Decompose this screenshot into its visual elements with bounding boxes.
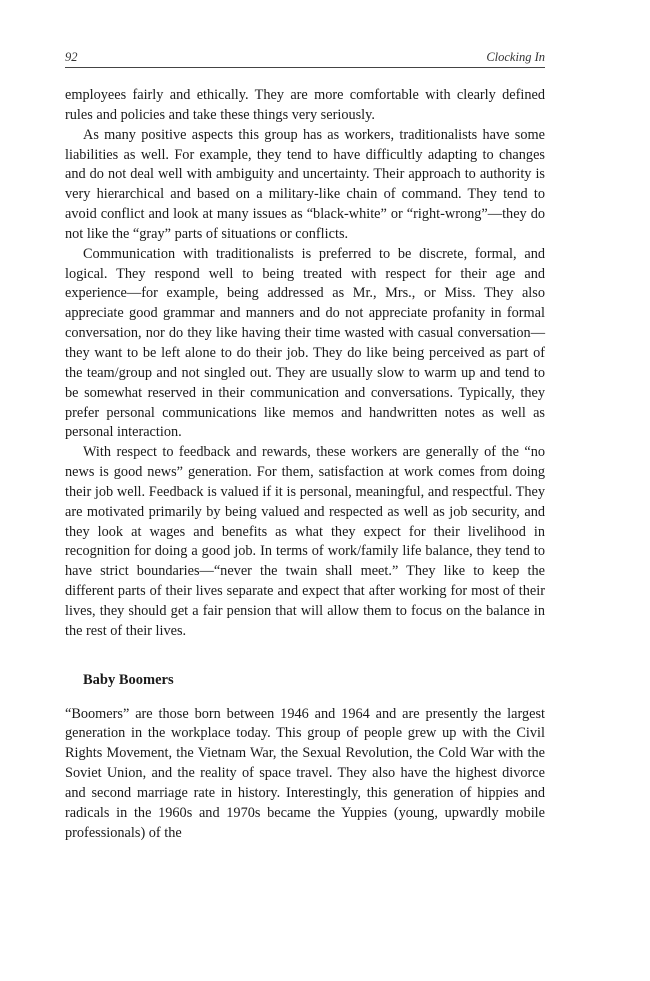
section-heading: Baby Boomers <box>83 671 174 688</box>
paragraph-liabilities: As many positive aspects this group has as workers, traditionalists have some liabilities as well. For example, they tend to have difficultly adapting to changes and do not deal well with ambiguity and uncertainty. Their approach to authority is very hierarchical and based on a military-like chain of command. They tend to avoid conflict and look at many issues as “black-white” or “right-wrong”—they do not like the “gray” parts of situations or conflicts. <box>65 126 545 242</box>
body-text <box>65 86 545 844</box>
running-title: Clocking In <box>486 50 545 64</box>
paragraph-feedback: With respect to feedback and rewards, these workers are generally of the “no news is good news” generation. For them, satisfaction at work comes from doing their job well. Feedback is valued if it is personal, meaningful, and respectful. They are motivated primarily by being valued and respected as well as job security, and they look at wages and benefits as what they expect for their livelihood in recognition for doing a good job. In terms of work/family life balance, they tend to have strict boundaries—“never the twain shall meet.” They like to keep the different parts of their lives separate and expect that after working for most of their lives, they should get a fair pension that will allow them to focus on the balance in the rest of their lives. <box>65 444 545 639</box>
paragraph-boomers: “Boomers” are those born between 1946 and 1964 and are presently the largest generation in the workplace today. This group of people grew up with the Civil Rights Movement, the Vietnam War, the Sexual Revolution, the Cold War with the Soviet Union, and the reality of space travel. They also have the highest divorce and second marriage rate in history. Interestingly, this generation of hippies and radicals in the 1960s and 1970s became the Yuppies (young, upwardly mobile professionals) of the <box>65 705 545 841</box>
page-number: 92 <box>65 50 78 64</box>
book-page <box>65 50 545 844</box>
paragraph-continued: employees fairly and ethically. They are more comfortable with clearly defined rules and policies and take these things very seriously. <box>65 87 545 123</box>
running-header <box>65 50 545 68</box>
paragraph-communication: Communication with traditionalists is preferred to be discrete, formal, and logical. They respond well to being treated with respect for their age and experience—for example, being addressed as Mr., Mrs., or Miss. They also appreciate good grammar and manners and do not appreciate profanity in formal conversation, nor do they like having their time wasted with casual conversation—they want to be left alone to do their job. They do like being perceived as part of the team/group and not singled out. They are usually slow to warm up and tend to be somewhat reserved in their communication and conversations. Typically, they prefer personal communications like memos and handwritten notes as well as personal interaction. <box>65 245 545 441</box>
